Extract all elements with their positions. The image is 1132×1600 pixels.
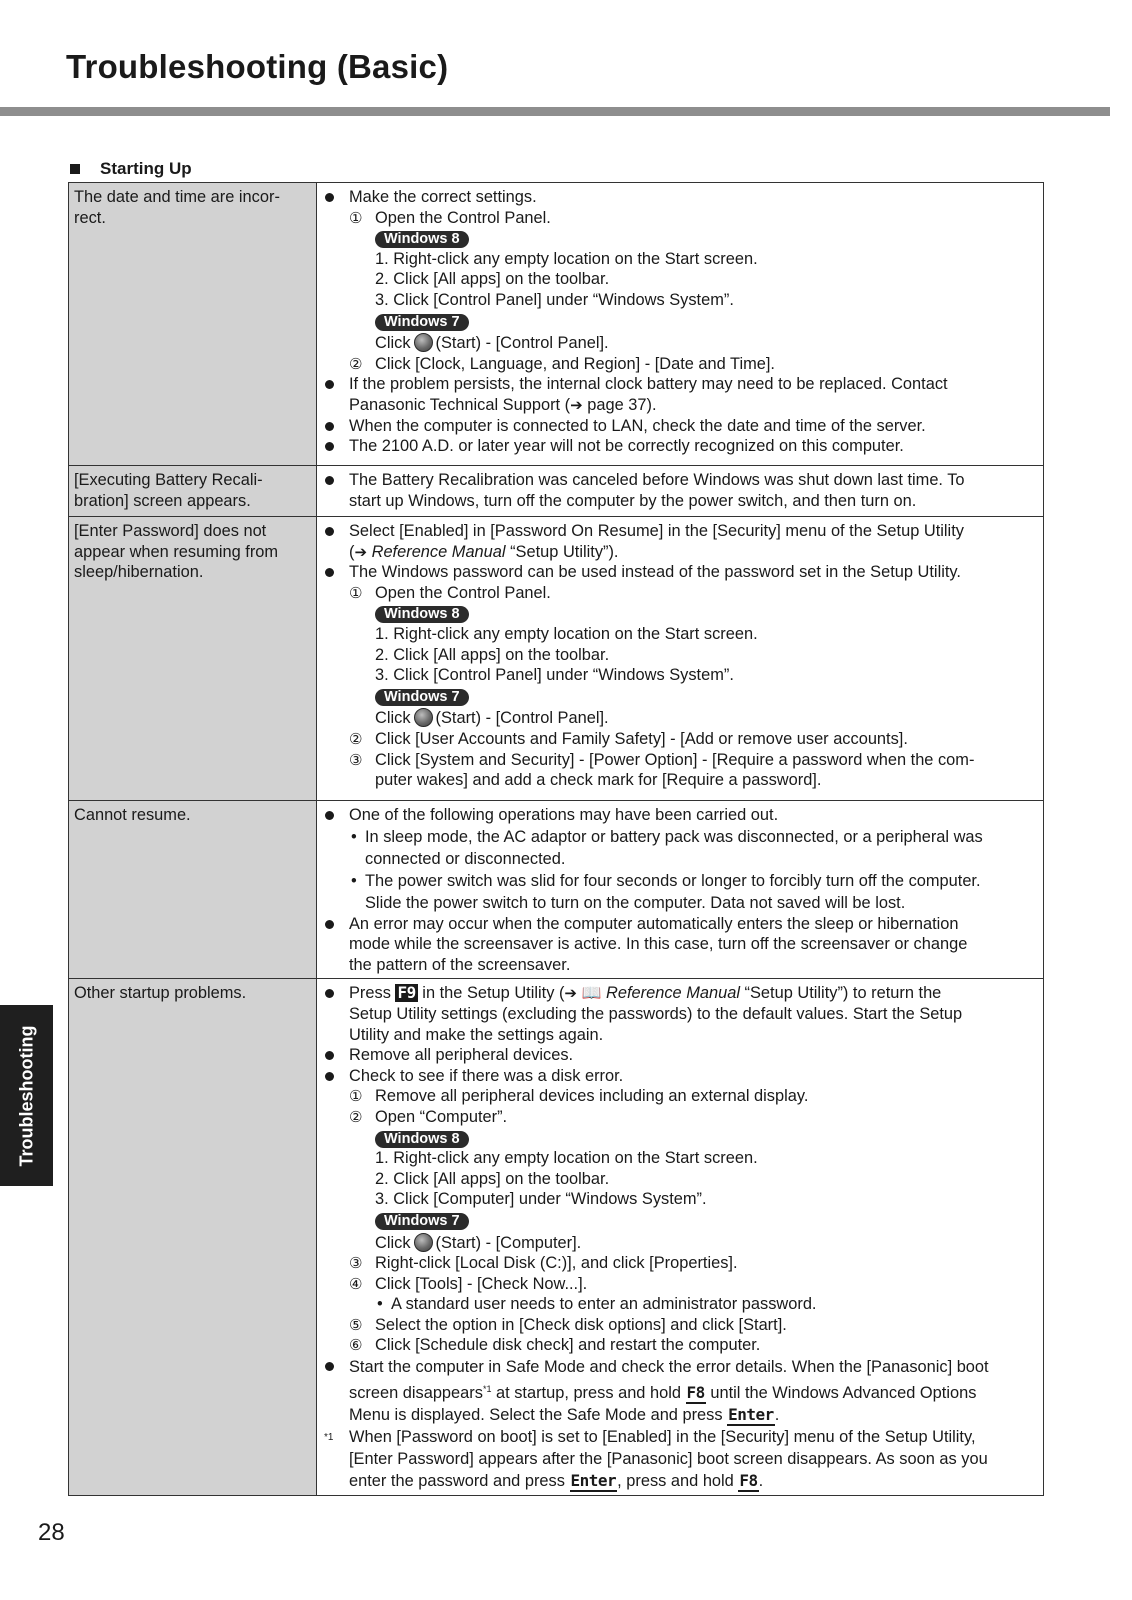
reference-manual-text: Reference Manual [371,542,506,561]
text-span: Menu is displayed. Select the Safe Mode and press [349,1406,728,1425]
problem-cell [69,517,317,801]
dot-text-line: The power switch was slid for four seconds or longer to forcibly turn off the computer. [365,871,981,890]
bullet-text-line: Setup Utility settings (excluding the passwords) to the default values. Start the Setup [349,1004,963,1023]
reference-manual-book-icon: 📖 [581,983,602,1003]
dot-item [324,826,1037,870]
bullet-item: The 2100 A.D. or later year will not be correctly recognized on this computer. [324,436,1037,457]
dot-bullet: • [377,1295,383,1314]
text-span: page 37). [582,395,657,414]
step-number: ⑤ [349,1315,363,1334]
windows-start-orb-icon [414,708,433,727]
step-number: ③ [349,1254,363,1273]
os-badge-line [324,686,1037,707]
bullet-text-line: Start the computer in Safe Mode and check the error details. When the [Panasonic] boot [349,1358,989,1377]
step-text: Right-click [Local Disk (C:)], and click [Properties]. [375,1254,738,1273]
substep-item: 3. Click [Control Panel] under “Windows System”. [375,290,734,309]
os-badge-line [324,1128,1037,1149]
table-row [69,466,1044,517]
step-number: ① [349,583,363,602]
step-item [324,354,1037,375]
bullet-item: One of the following operations may have been carried out. [324,805,1037,826]
bullet-text-line [349,395,1037,416]
step-text: Click [System and Security] - [Power Option] - [Require a password when the com- [375,750,975,769]
step-number: ④ [349,1274,363,1293]
bullet-item: Check to see if there was a disk error. [324,1066,1037,1087]
step-text: Click [Clock, Language, and Region] - [Date and Time]. [375,354,775,373]
text-span: enter the password and press [349,1472,570,1491]
footnote-item [324,1426,1037,1492]
dot-bullet: • [351,871,357,890]
substep-item: 1. Right-click any empty location on the Start screen. [375,624,758,643]
step-number: ② [349,1107,363,1126]
table-row [69,979,1044,1496]
substep-item [324,708,1037,729]
click-text: Click [375,1233,411,1252]
bullet-text-line: start up Windows, turn off the computer by the power switch, and then turn on. [349,491,917,510]
step-text: Click [Schedule disk check] and restart the computer. [375,1336,761,1355]
page-number: 28 [38,1519,65,1546]
problem-text: The date and time are incor- rect. [74,188,280,227]
substep-item: 1. Right-click any empty location on the Start screen. [375,249,758,268]
bullet-text-line [349,1404,1037,1426]
bullet-item [324,521,1037,562]
f8-key: F8 [739,1471,758,1491]
bullet-text-line: the pattern of the screensaver. [349,955,571,974]
substep-item: 1. Right-click any empty location on the Start screen. [375,1149,758,1168]
step-number: ② [349,354,363,373]
bullet-item [324,1356,1037,1426]
step-text: Open the Control Panel. [375,208,551,227]
os-badge-line [324,603,1037,624]
problem-text: [Enter Password] does not appear when resuming from sleep/hibernation. [74,522,279,582]
problem-text: Other startup problems. [74,984,247,1003]
side-tab-label: Troubleshooting [16,1025,36,1166]
step-number: ① [349,1087,363,1106]
solution-cell [317,183,1044,466]
bullet-text-line: An error may occur when the computer automatically enters the sleep or hibernation [349,914,959,933]
step-item [324,1274,1037,1295]
start-text: (Start) - [Control Panel]. [435,334,609,353]
footnote-text-line [349,1470,1037,1492]
text-span: , press and hold [617,1472,739,1491]
step-text: Remove all peripheral devices including an external display. [375,1087,809,1106]
dot-text-line: Slide the power switch to turn on the computer. Data not saved will be lost. [365,893,906,912]
right-arrow-icon: ➔ [564,984,577,1003]
bullet-item: The Windows password can be used instead of the password set in the Setup Utility. [324,562,1037,583]
bullet-item [324,374,1037,415]
step-number: ① [349,208,363,227]
solution-cell [317,466,1044,517]
solution-cell [317,979,1044,1496]
text-span: in the Setup Utility ( [422,984,565,1003]
windows-start-orb-icon [414,1233,433,1252]
step-item [324,1086,1037,1107]
os-badge-line [324,228,1037,249]
solution-cell [317,801,1044,979]
step-text: Open the Control Panel. [375,583,551,602]
windows-7-badge: Windows 7 [375,314,469,331]
step-item [324,1315,1037,1336]
section-heading [68,159,192,179]
step-text: Select the option in [Check disk options] and click [Start]. [375,1315,787,1334]
step-text: puter wakes] and add a check mark for [Require a password]. [375,771,822,790]
step-item [324,729,1037,750]
step-number: ⑥ [349,1336,363,1355]
substep-item: 2. Click [All apps] on the toolbar. [375,270,610,289]
step-number: ② [349,729,363,748]
substep-item: 3. Click [Computer] under “Windows System”. [375,1190,707,1209]
problem-cell [69,801,317,979]
table-row [69,801,1044,979]
text-span: Press [349,984,391,1003]
step-item [324,208,1037,229]
f8-key: F8 [686,1383,705,1403]
dot-text-line: connected or disconnected. [365,849,566,868]
substep-item [324,1233,1037,1254]
problem-text: Cannot resume. [74,806,191,824]
step-text: Click [Tools] - [Check Now...]. [375,1274,588,1293]
substep-item [324,333,1037,354]
step-item [324,1107,1037,1128]
bullet-text-line: If the problem persists, the internal clock battery may need to be replaced. Contact [349,375,948,394]
click-text: Click [375,709,411,728]
bullet-item: Remove all peripheral devices. [324,1045,1037,1066]
step-text: Click [User Accounts and Family Safety] - [Add or remove user accounts]. [375,729,908,748]
substep-item: 2. Click [All apps] on the toolbar. [375,645,610,664]
problem-cell [69,979,317,1496]
bullet-text-line: mode while the screensaver is active. In this case, turn off the screensaver or change [349,935,968,954]
enter-key: Enter [728,1405,774,1425]
solution-cell [317,517,1044,801]
text-span: . [774,1406,780,1425]
text-span: “Setup Utility”) to return the [739,984,942,1003]
title-rule [0,107,1110,116]
bullet-text-line: The Battery Recalibration was canceled before Windows was shut down last time. To [349,471,965,489]
right-arrow-icon: ➔ [354,542,368,561]
step-text: Open “Computer”. [375,1107,508,1126]
text-span: Panasonic Technical Support ( [349,395,571,414]
text-span: . [758,1472,764,1491]
step-number: ③ [349,750,363,769]
footnote-text-line: When [Password on boot] is set to [Enabled] in the [Security] menu of the Setup Utility, [349,1428,976,1447]
bullet-text-line [349,1378,1037,1404]
step-item [324,1253,1037,1274]
reference-manual-text: Reference Manual [606,984,740,1003]
table-row [69,183,1044,466]
bullet-item: Make the correct settings. [324,187,1037,208]
windows-8-badge: Windows 8 [375,606,469,623]
f9-key: F9 [397,983,416,1003]
os-badge-line [324,1210,1037,1231]
table-row [69,517,1044,801]
bullet-text-line: Utility and make the settings again. [349,1025,604,1044]
dot-item [324,870,1037,914]
windows-7-badge: Windows 7 [375,689,469,706]
windows-8-badge: Windows 8 [375,1131,469,1148]
windows-8-badge: Windows 8 [375,231,469,248]
problem-cell [69,183,317,466]
footnote-text-line: [Enter Password] appears after the [Panasonic] boot screen disappears. As soon as you [349,1450,988,1469]
bullet-text-line [349,983,1037,1004]
square-bullet-icon [70,164,80,174]
click-text: Click [375,334,411,353]
text-span: until the Windows Advanced Options [705,1384,977,1403]
problem-cell [69,466,317,517]
enter-key: Enter [570,1471,617,1491]
step-item [324,583,1037,604]
bullet-text-line: Select [Enabled] in [Password On Resume] in the [Security] menu of the Setup Utility [349,522,964,540]
start-text: (Start) - [Control Panel]. [435,709,609,728]
windows-start-orb-icon [414,333,433,352]
substep-item: 2. Click [All apps] on the toolbar. [375,1169,610,1188]
dot-bullet: • [351,827,357,846]
substep-item: 3. Click [Control Panel] under “Windows System”. [375,666,734,685]
side-tab [0,1005,53,1186]
page-title: Troubleshooting (Basic) [66,48,449,85]
section-heading-label: Starting Up [100,159,192,178]
text-span: at startup, press and hold [491,1384,686,1403]
bullet-item: When the computer is connected to LAN, check the date and time of the server. [324,416,1037,437]
step-item [324,750,1037,791]
dot-text-line: In sleep mode, the AC adaptor or battery pack was disconnected, or a peripheral was [365,827,983,846]
dot-text: A standard user needs to enter an administrator password. [391,1295,817,1314]
dot-item [324,1294,1037,1315]
step-item [324,1335,1037,1356]
bullet-item [324,470,1037,511]
text-span: ( [349,542,355,561]
footnote-ref: *1 [482,1384,492,1395]
bullet-text-line [349,542,1037,563]
start-text: (Start) - [Computer]. [435,1233,582,1252]
text-span: screen disappears [349,1384,483,1403]
bullet-item [324,914,1037,976]
troubleshooting-table [68,182,1044,1496]
right-arrow-icon: ➔ [570,395,583,414]
problem-text: [Executing Battery Recali- bration] screen appears. [74,471,263,510]
bullet-item [324,983,1037,1045]
os-badge-line [324,311,1037,332]
windows-7-badge: Windows 7 [375,1213,469,1230]
text-span: “Setup Utility”). [505,542,619,561]
footnote-mark: *1 [324,1432,334,1444]
